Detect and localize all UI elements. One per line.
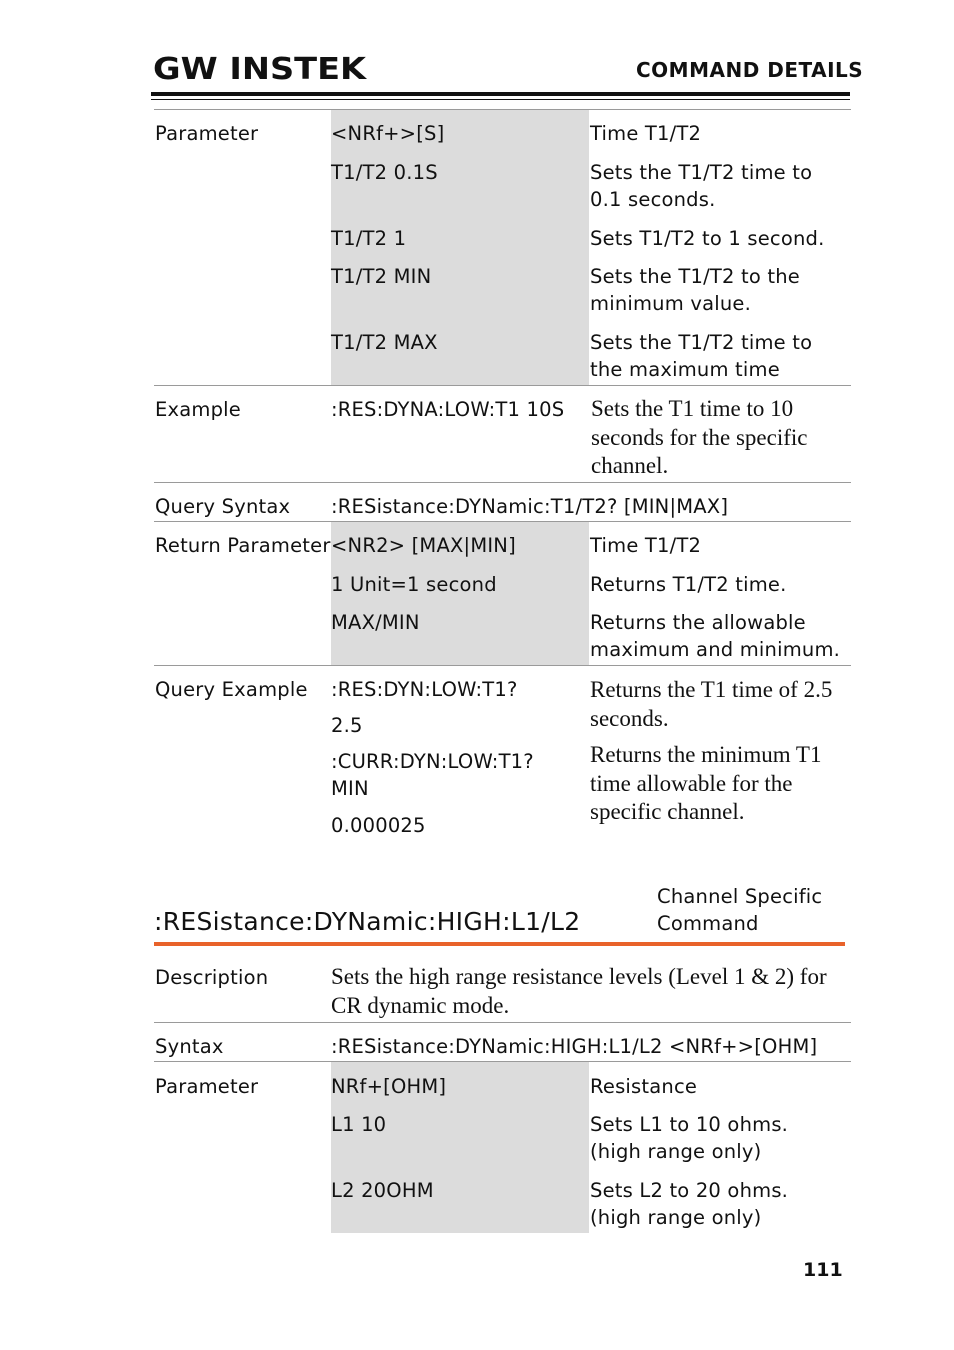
parameter-value: T1/T2 MIN: [331, 265, 432, 288]
query-example-desc: Returns the minimum T1 time allowable for the specific channel.: [590, 742, 822, 824]
section-header: COMMAND DETAILS: [636, 58, 864, 82]
header-rule-thick: [151, 92, 850, 96]
divider: [154, 385, 851, 386]
return-value: 1 Unit=1 second: [331, 573, 497, 596]
parameter-desc: Sets the T1/T2 time to 0.1 seconds.: [590, 161, 813, 211]
example-command: :RES:DYNA:LOW:T1 10S: [331, 398, 565, 421]
parameter-value: L2 20OHM: [331, 1179, 434, 1202]
query-example-line: :RES:DYN:LOW:T1?: [331, 678, 518, 701]
page-number: 111: [803, 1259, 843, 1281]
example-label: Example: [155, 398, 241, 421]
parameter-value: <NRf+>[S]: [331, 122, 445, 145]
query-example-line: :CURR:DYN:LOW:T1? MIN: [331, 750, 534, 800]
return-parameter-label: Return Parameter: [155, 534, 331, 557]
parameter-value: T1/T2 MAX: [331, 331, 438, 354]
description-text: Sets the high range resistance levels (Level 1 & 2) for CR dynamic mode.: [331, 964, 827, 1018]
parameter-label: Parameter: [155, 1075, 259, 1098]
return-value: MAX/MIN: [331, 611, 420, 634]
query-example-desc: Returns the T1 time of 2.5 seconds.: [590, 677, 833, 731]
parameter-desc: Resistance: [590, 1075, 698, 1098]
parameter-value: NRf+[OHM]: [331, 1075, 447, 1098]
parameter-desc: Sets L2 to 20 ohms. (high range only): [590, 1179, 789, 1229]
brand-logo: GW INSTEK: [153, 52, 367, 87]
command-title: :RESistance:DYNamic:HIGH:L1/L2: [154, 907, 581, 936]
parameter-desc: Sets L1 to 10 ohms. (high range only): [590, 1113, 789, 1163]
parameter-desc: Time T1/T2: [590, 122, 702, 145]
parameter-label: Parameter: [155, 122, 259, 145]
divider: [154, 1022, 851, 1023]
query-example-label: Query Example: [155, 678, 308, 701]
return-desc: Time T1/T2: [590, 534, 702, 557]
syntax-text: :RESistance:DYNamic:HIGH:L1/L2 <NRf+>[OHM]: [331, 1035, 818, 1058]
example-desc: Sets the T1 time to 10 seconds for the specific channel.: [591, 396, 808, 478]
return-desc: Returns T1/T2 time.: [590, 573, 787, 596]
divider: [154, 109, 851, 110]
divider: [154, 482, 851, 483]
query-syntax-label: Query Syntax: [155, 495, 291, 518]
syntax-label: Syntax: [155, 1035, 224, 1058]
parameter-value: L1 10: [331, 1113, 387, 1136]
query-example-line: 2.5: [331, 714, 363, 737]
query-syntax: :RESistance:DYNamic:T1/T2? [MIN|MAX]: [331, 495, 729, 518]
parameter-desc: Sets T1/T2 to 1 second.: [590, 227, 825, 250]
parameter-desc: Sets the T1/T2 to the minimum value.: [590, 265, 800, 315]
return-desc: Returns the allowable maximum and minimum.: [590, 611, 841, 661]
parameter-value: T1/T2 0.1S: [331, 161, 438, 184]
divider: [154, 521, 851, 522]
channel-specific-tag: Channel Specific Command: [657, 885, 823, 935]
header-rule-thin: [151, 99, 850, 100]
divider: [154, 1061, 851, 1062]
parameter-desc: Sets the T1/T2 time to the maximum time: [590, 331, 813, 381]
divider: [154, 665, 851, 666]
title-accent-rule: [154, 942, 845, 946]
description-label: Description: [155, 966, 269, 989]
return-value: <NR2> [MAX|MIN]: [331, 534, 516, 557]
parameter-value: T1/T2 1: [331, 227, 407, 250]
query-example-line: 0.000025: [331, 814, 426, 837]
